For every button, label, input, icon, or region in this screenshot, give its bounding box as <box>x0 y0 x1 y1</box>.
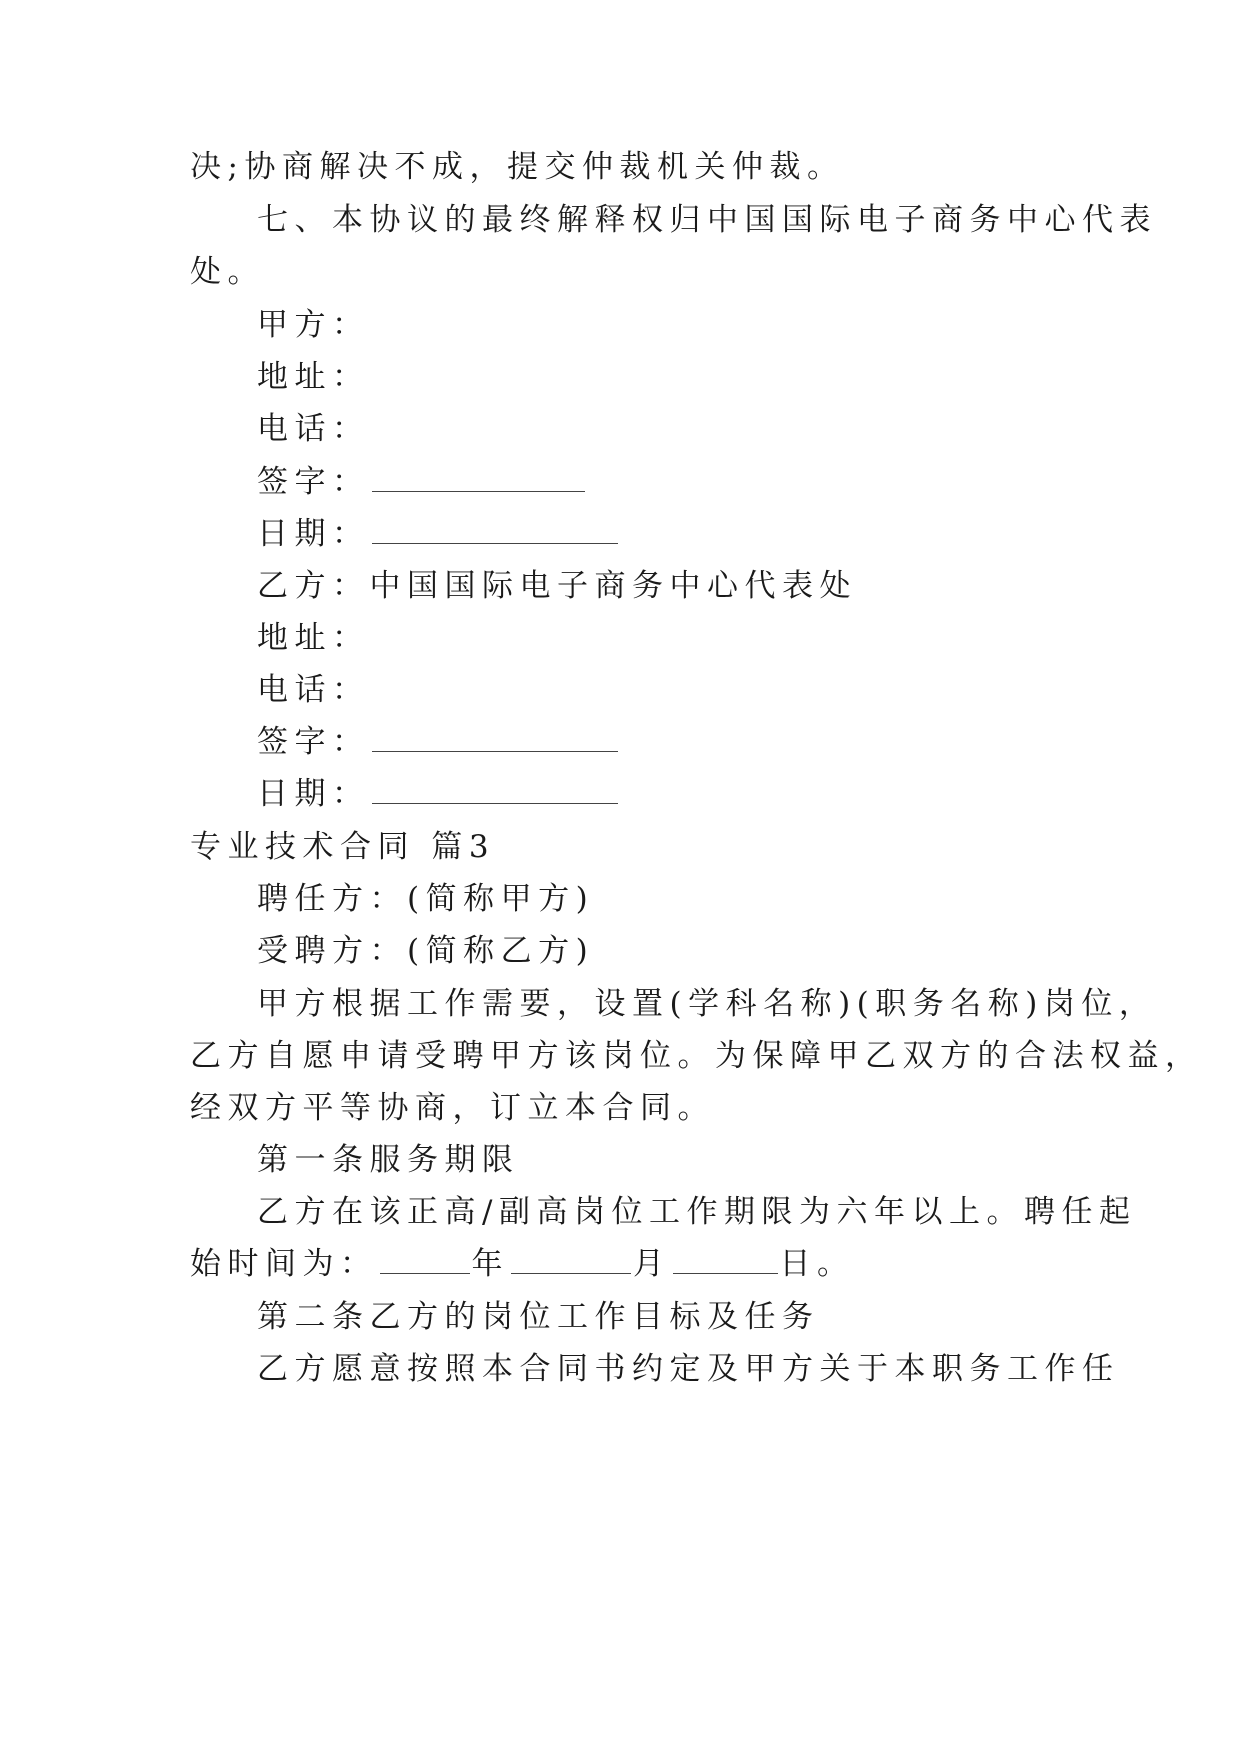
paragraph-line: 乙方愿意按照本合同书约定及甲方关于本职务工作任 <box>257 1351 1120 1387</box>
party-a-signature-row <box>257 462 587 502</box>
paragraph-line: 乙方自愿申请受聘甲方该岗位。为保障甲乙双方的合法权益， <box>190 1038 1203 1074</box>
start-time-label: 始时间为： <box>190 1246 378 1282</box>
clause-seven-line: 七、本协议的最终解释权归中国国际电子商务中心代表 <box>257 202 1157 238</box>
year-blank-line <box>380 1247 470 1274</box>
paragraph-line: 乙方在该正高/副高岗位工作期限为六年以上。聘任起 <box>257 1194 1137 1230</box>
day-blank-line <box>673 1247 778 1274</box>
date-label: 日期： <box>257 776 370 812</box>
party-a-phone-label: 电话： <box>257 411 370 447</box>
start-time-row <box>190 1244 855 1284</box>
signature-blank-line <box>372 465 585 492</box>
party-b-address-label: 地址： <box>257 620 370 656</box>
date-blank-line <box>372 777 618 804</box>
date-label: 日期： <box>257 516 370 552</box>
paragraph-line: 甲方根据工作需要，设置(学科名称)(职务名称)岗位， <box>257 986 1157 1022</box>
party-b-date-row <box>257 774 620 814</box>
signature-blank-line <box>372 725 618 752</box>
party-a-address-label: 地址： <box>257 359 370 395</box>
day-label: 日。 <box>779 1246 855 1282</box>
party-a-label: 甲方： <box>257 307 370 343</box>
party-b-label: 乙方：中国国际电子商务中心代表处 <box>257 568 857 604</box>
party-b-signature-row <box>257 722 620 762</box>
employee-label: 受聘方：(简称乙方) <box>257 933 595 969</box>
month-label: 月 <box>633 1246 671 1282</box>
article-two-heading: 第二条乙方的岗位工作目标及任务 <box>257 1299 820 1335</box>
party-b-phone-label: 电话： <box>257 672 370 708</box>
signature-label: 签字： <box>257 464 370 500</box>
paragraph-line: 决;协商解决不成，提交仲裁机关仲裁。 <box>190 149 845 185</box>
month-blank-line <box>511 1247 631 1274</box>
party-a-date-row <box>257 514 620 554</box>
section-title: 专业技术合同 篇3 <box>190 829 496 865</box>
employer-label: 聘任方：(简称甲方) <box>257 881 595 917</box>
date-blank-line <box>372 517 618 544</box>
article-one-heading: 第一条服务期限 <box>257 1142 520 1178</box>
paragraph-line: 经双方平等协商，订立本合同。 <box>190 1090 715 1126</box>
year-label: 年 <box>471 1246 509 1282</box>
paragraph-line: 处。 <box>190 254 265 290</box>
signature-label: 签字： <box>257 724 370 760</box>
